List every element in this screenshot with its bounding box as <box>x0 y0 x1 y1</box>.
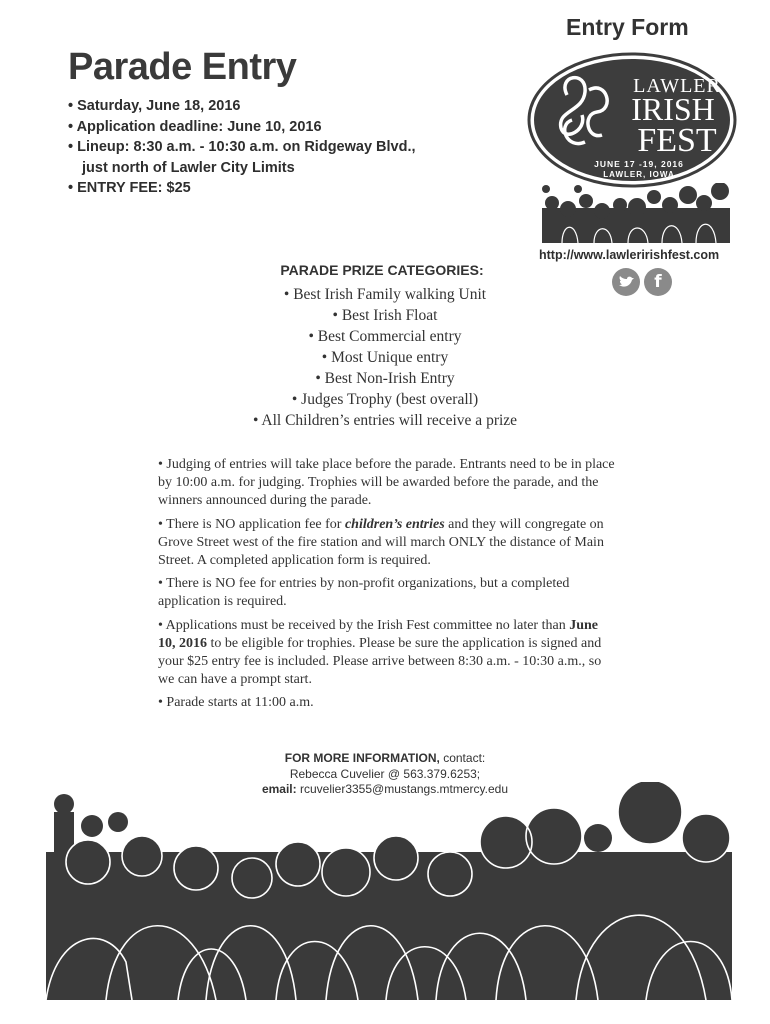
facebook-icon[interactable]: f <box>644 268 672 296</box>
contact-name-phone: Rebecca Cuvelier @ 563.379.6253; <box>289 766 481 781</box>
lineup-time: • Lineup: 8:30 a.m. - 10:30 a.m. on Ridgeway Blvd., <box>68 139 416 155</box>
prize-categories-heading: PARADE PRIZE CATEGORIES: <box>280 262 484 278</box>
note-children-text: • There is NO application fee for <box>158 516 345 532</box>
note-deadline-text: • Applications must be received by the Irish Fest committee no later than <box>158 617 570 633</box>
info-lead-rest: contact: <box>439 751 486 765</box>
note-deadline-date: June 10, 2016 <box>158 617 598 651</box>
note-start-time: • Parade starts at 11:00 a.m. <box>158 695 314 711</box>
info-lead: FOR MORE INFORMATION, <box>284 751 440 765</box>
logo-place: LAWLER, IOWA <box>603 170 675 179</box>
prize-item: • All Children’s entries will receive a prize <box>252 412 518 429</box>
application-deadline: • Application deadline: June 10, 2016 <box>68 118 322 135</box>
website-link[interactable]: http://www.lawleririshfest.com <box>539 248 720 262</box>
logo-line-1: LAWLER <box>633 75 721 97</box>
note-judging: • Judging of entries will take place before the parade. Entrants need to be in place by 10:00 a.m. for judging. Trophies will be awarded before the parade, and the winners announced during the parade. <box>158 457 615 509</box>
note-nonprofit: • There is NO fee for entries by non-profit organizations, but a completed application is required. <box>158 576 570 610</box>
note-children-emphasis: children’s entries <box>344 516 445 532</box>
crowd-silhouette-large <box>46 782 732 1000</box>
logo-line-2: IRISH <box>631 91 715 127</box>
logo-dates: JUNE 17 -19, 2016 <box>594 159 684 169</box>
prize-item: • Judges Trophy (best overall) <box>291 391 479 408</box>
entry-fee: • ENTRY FEE: $25 <box>68 180 191 196</box>
note-deadline-text-2: to be eligible for trophies. Please be sure the application is signed and your $25 entry fee is included. Please arrive between 8:30 a.m. - 10:30 a.m., so we can have a prompt start. <box>158 635 602 688</box>
parade-notes <box>158 456 618 718</box>
page-title: Parade Entry <box>68 46 297 88</box>
note-children <box>158 516 618 571</box>
email-label: email: <box>261 782 297 796</box>
entry-form-label: Entry Form <box>566 14 689 40</box>
prize-item: • Best Irish Float <box>332 307 438 324</box>
lawler-irish-fest-logo <box>527 50 737 190</box>
note-children-text-2: and they will congregate on Grove Street west of the fire station and will march ONLY the distance of Main Street. A completed application form is required. <box>158 516 604 569</box>
prize-item: • Best Non-Irish Entry <box>315 370 455 387</box>
logo-line-3: FEST <box>637 122 717 159</box>
prize-item: • Most Unique entry <box>321 349 449 366</box>
note-deadline <box>158 617 618 690</box>
crowd-silhouette-small <box>542 183 730 243</box>
contact-email[interactable]: rcuvelier3355@mustangs.mtmercy.edu <box>296 782 509 796</box>
lineup-location: just north of Lawler City Limits <box>82 159 295 176</box>
event-date: • Saturday, June 18, 2016 <box>68 98 241 114</box>
prize-item: • Best Irish Family walking Unit <box>283 286 487 303</box>
prize-categories-list <box>0 284 770 431</box>
event-details <box>68 96 428 199</box>
prize-item: • Best Commercial entry <box>308 328 462 345</box>
